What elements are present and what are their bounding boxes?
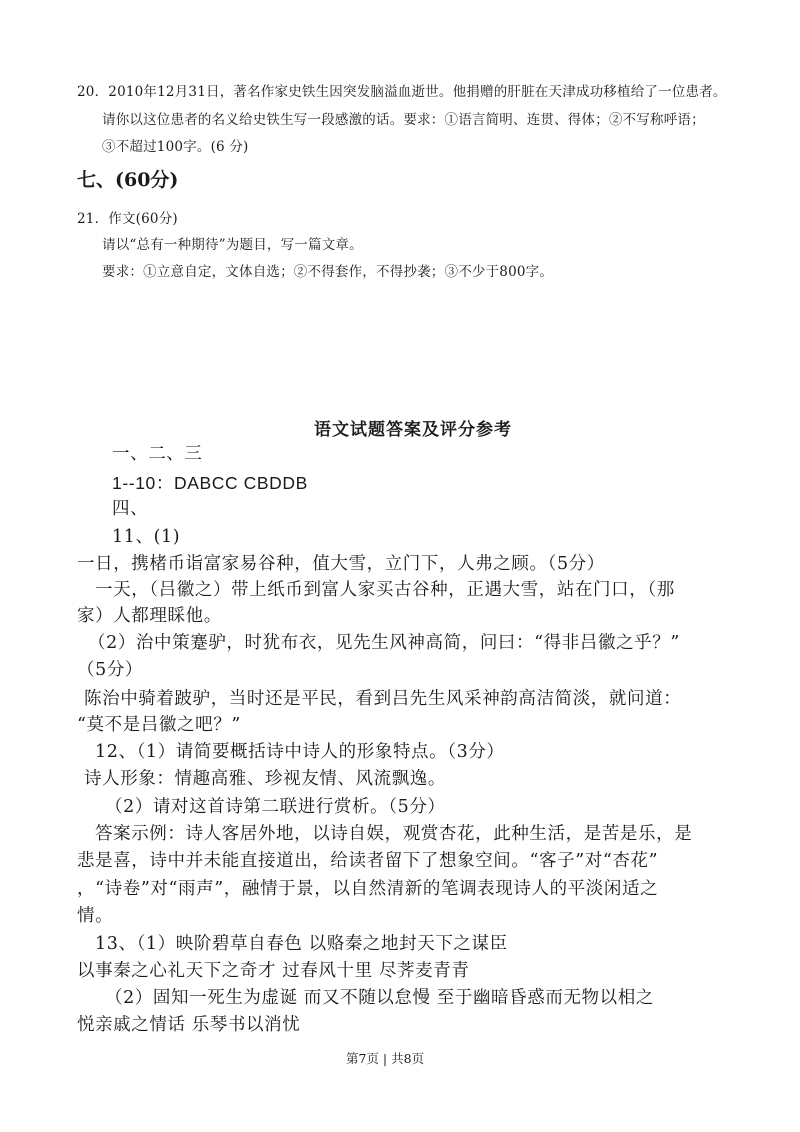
answer-line: “莫不是吕徽之吧？” xyxy=(77,715,241,735)
answer-line: ，“诗卷”对“雨声”，融情于景，以自然清新的笔调表现诗人的平淡闲适之 xyxy=(77,879,659,899)
answer-line: 以事秦之心礼天下之奇才 过春风十里 尽荠麦青青 xyxy=(77,961,470,981)
answer-line: 悲是喜，诗中并未能直接道出，给读者留下了想象空间。“客子”对“杏花” xyxy=(77,851,659,871)
answer-line: 家）人都理睬他。 xyxy=(77,606,222,626)
q20-line-1: 20．2010年12月31日，著名作家史铁生因突发脑溢血逝世。他捐赠的肝脏在天津成功移植给了一位患者。 xyxy=(77,84,727,100)
answer-line: （2）固知一死生为虚诞 而又不随以怠慢 至于幽暗昏惑而无物以相之 xyxy=(105,988,654,1008)
answer-line: 一天，（吕徽之）带上纸币到富人家买古谷种，正遇大雪，站在门口，（那 xyxy=(95,580,675,600)
answer-line: 情。 xyxy=(77,906,114,926)
answer-line: 陈治中骑着跛驴，当时还是平民，看到吕先生风采神韵高洁简淡，就问道： xyxy=(84,689,682,709)
q21-line-1: 21．作文(60分) xyxy=(77,211,178,227)
answers-title: 语文试题答案及评分参考 xyxy=(314,420,512,440)
answer-line: （5分） xyxy=(77,660,144,680)
answer-line: 悦亲戚之情话 乐琴书以消忧 xyxy=(77,1015,301,1035)
answer-line: 1--10：DABCC CBDDB xyxy=(112,473,308,493)
q20-line-3: ③不超过100字。(6 分) xyxy=(102,139,249,155)
answer-line: 诗人形象：情趣高雅、珍视友情、风流飘逸。 xyxy=(84,769,446,789)
answer-line: 答案示例：诗人客居外地，以诗自娱，观赏杏花，此种生活，是苦是乐，是 xyxy=(95,824,693,844)
answer-line: 一日，携楮币诣富家易谷种，值大雪，立门下，人弗之顾。（5分） xyxy=(77,554,605,574)
answer-line: （2）请对这首诗第二联进行赏析。（5分） xyxy=(105,797,446,817)
answer-line: 12、（1）请简要概括诗中诗人的形象特点。（3分） xyxy=(95,742,505,762)
page-number: 第7页 | 共8页 xyxy=(346,1051,425,1066)
answer-line: 13、（1）映阶碧草自春色 以赂秦之地封天下之谋臣 xyxy=(95,934,508,954)
q20-line-2: 请你以这位患者的名义给史铁生写一段感激的话。要求：①语言简明、连贯、得体；②不写称呼语； xyxy=(102,112,705,128)
section-7-heading: 七、(60分) xyxy=(77,169,179,191)
answer-line: 11、(1) xyxy=(112,527,181,547)
q21-line-3: 要求：①立意自定，文体自选；②不得套作，不得抄袭；③不少于800字。 xyxy=(102,264,554,280)
answer-line: 一、二、三 xyxy=(112,444,203,464)
q21-line-2: 请以“总有一种期待”为题目，写一篇文章。 xyxy=(102,237,363,253)
answer-line: 四、 xyxy=(112,499,149,519)
answer-line: （2）治中策蹇驴，时犹布衣，见先生风神高简，问曰：“得非吕徽之乎？” xyxy=(88,633,680,653)
